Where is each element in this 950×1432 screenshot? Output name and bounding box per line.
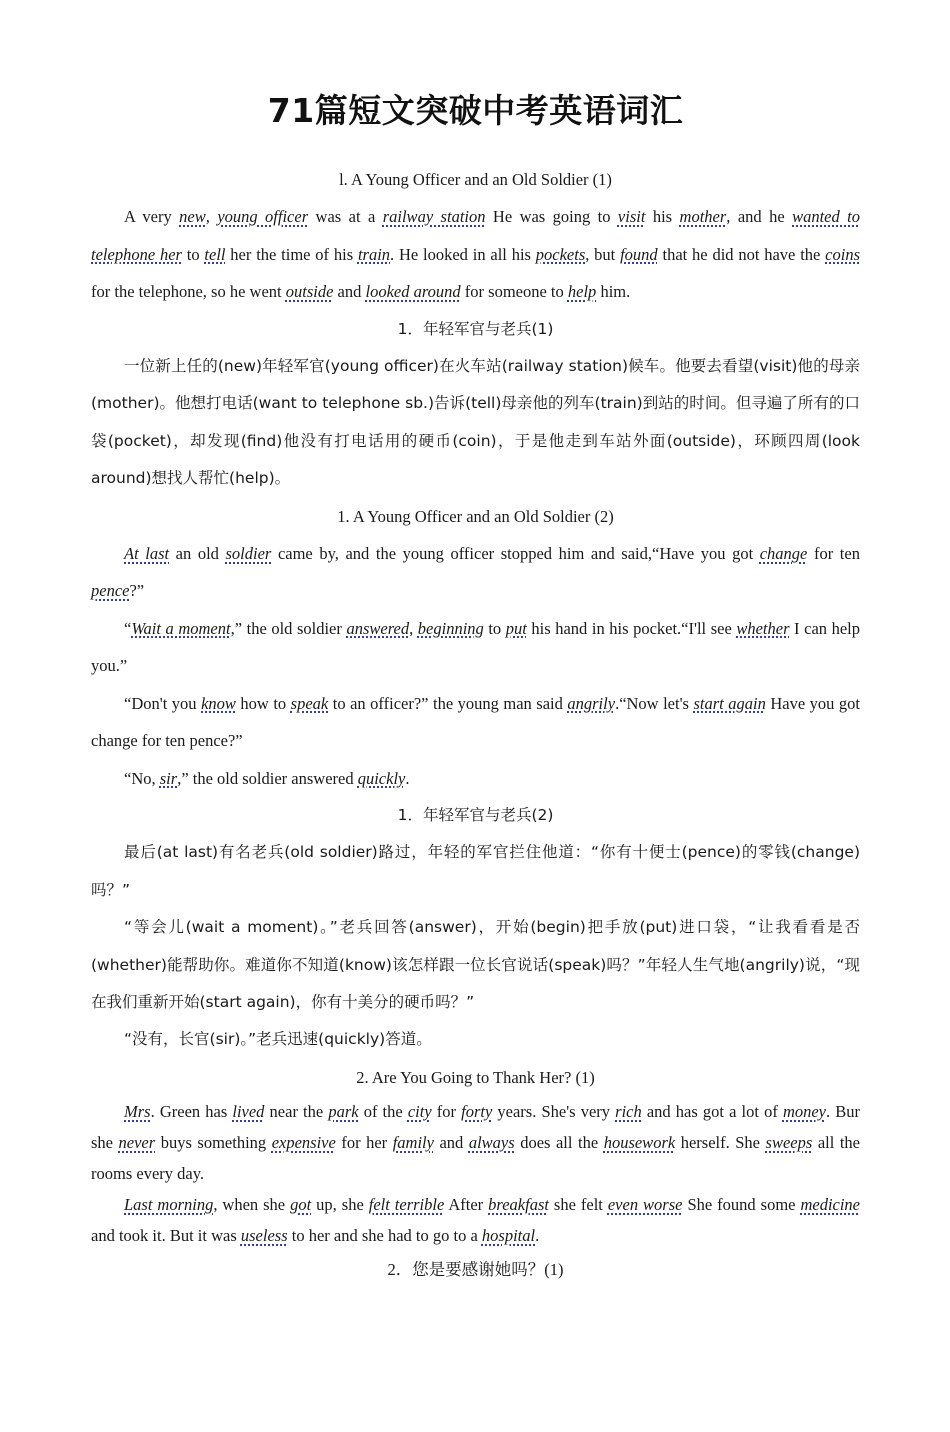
- text-run: how to: [235, 693, 291, 713]
- vocab-term: hospital: [481, 1226, 536, 1246]
- vocab-term: railway station: [382, 207, 486, 227]
- text-run: does all the: [514, 1133, 604, 1153]
- vocab-term: forty: [461, 1102, 493, 1122]
- vocab-term: felt terrible: [368, 1195, 445, 1215]
- vocab-term: angrily: [567, 693, 616, 713]
- text-run: ,” the old soldier: [230, 618, 347, 638]
- text-run: near the: [264, 1102, 329, 1122]
- text-run: ,: [205, 207, 218, 227]
- text-run: and: [333, 282, 366, 302]
- section: [91, 161, 860, 311]
- vocab-term: pockets: [535, 244, 586, 264]
- vocab-term: outside: [285, 282, 334, 302]
- vocab-term: even worse: [607, 1195, 683, 1215]
- text-run: to: [483, 618, 506, 638]
- paragraph: [91, 198, 860, 310]
- paragraph: [91, 685, 860, 760]
- vocab-term: lived: [232, 1102, 265, 1122]
- paragraph: [91, 760, 860, 797]
- vocab-term: Wait a moment: [131, 618, 231, 638]
- text-run: his: [645, 207, 680, 227]
- vocab-term: looked around: [365, 282, 461, 302]
- vocab-term: found: [620, 244, 658, 264]
- section: [91, 498, 860, 797]
- vocab-term: beginning: [417, 618, 484, 638]
- text-run: that he did not have the: [657, 244, 826, 264]
- vocab-term: know: [201, 693, 236, 713]
- text-run: .: [535, 1226, 540, 1246]
- vocab-term: city: [407, 1102, 432, 1122]
- vocab-term: breakfast: [488, 1195, 549, 1215]
- vocab-term: family: [392, 1133, 434, 1153]
- text-run: .: [405, 768, 410, 788]
- vocab-term: young officer: [217, 207, 309, 227]
- paragraph: [91, 348, 860, 498]
- text-run: for ten: [807, 544, 860, 564]
- text-run: , and he: [726, 207, 793, 227]
- text-run: . He looked in all his: [390, 244, 536, 264]
- text-run: and has got a lot of: [641, 1102, 783, 1122]
- text-run: “: [124, 618, 132, 638]
- vocab-term: coins: [825, 244, 861, 264]
- text-run: her the time of his: [225, 244, 358, 264]
- text-run: herself. She: [675, 1133, 766, 1153]
- vocab-term: never: [118, 1133, 156, 1153]
- vocab-term: mother: [679, 207, 727, 227]
- text-run: him.: [596, 282, 631, 302]
- section: [91, 311, 860, 498]
- vocab-term: expensive: [271, 1133, 336, 1153]
- paragraph: [91, 909, 860, 1021]
- vocab-term: wanted to telephone her: [91, 207, 860, 264]
- vocab-term: quickly: [357, 768, 406, 788]
- section: [91, 797, 860, 1059]
- text-run: I can help you.”: [91, 618, 860, 676]
- paragraph: [91, 1096, 860, 1189]
- paragraph: [91, 1189, 860, 1251]
- vocab-term: visit: [617, 207, 646, 227]
- vocab-term: park: [328, 1102, 359, 1122]
- text-run: 一位新上任的(new)年轻军官(young officer)在火车站(railway station)候车。他要去看望(visit)他的母亲(mother)。他想打电话(want to telephone sb.)告诉(tell)母亲他的列车(train)到站的时间。但寻遍了所有的口袋(pocket)，却发现(find)他没有打电话用的硬币(coin)，于是他走到车站外面(outside)，环顾四周(look around)想找人帮忙(help)。: [91, 357, 860, 488]
- text-run: and took it. But it was: [91, 1226, 241, 1246]
- vocab-term: tell: [204, 244, 226, 264]
- section-heading: 1. A Young Officer and an Old Soldier (2): [337, 506, 614, 526]
- vocab-term: Mrs: [124, 1102, 151, 1122]
- text-run: . Bur she: [91, 1102, 861, 1153]
- text-run: up, she: [311, 1195, 369, 1215]
- text-run: for someone to: [460, 282, 568, 302]
- vocab-term: sir: [159, 768, 178, 788]
- text-run: A very: [124, 207, 180, 227]
- text-run: she felt: [548, 1195, 608, 1215]
- vocab-term: useless: [240, 1226, 288, 1246]
- text-run: all the rooms every day.: [91, 1133, 860, 1184]
- text-run: “No,: [124, 768, 160, 788]
- text-run: Have you got change for ten pence?”: [91, 693, 860, 751]
- text-run: years. She's very: [492, 1102, 616, 1122]
- vocab-term: money: [782, 1102, 827, 1122]
- text-run: for her: [335, 1133, 393, 1153]
- paragraph: [91, 834, 860, 909]
- text-run: She found some: [682, 1195, 801, 1215]
- document-page: [0, 88, 950, 1432]
- vocab-term: put: [505, 618, 527, 638]
- text-run: came by, and the young officer stopped him and said,“Have you got: [271, 544, 760, 564]
- text-run: .“Now let's: [615, 693, 694, 713]
- text-run: for the telephone, so he went: [91, 282, 286, 302]
- text-run: ?”: [129, 581, 145, 601]
- vocab-term: whether: [736, 618, 790, 638]
- paragraph: [91, 535, 860, 610]
- text-run: was at a: [308, 207, 383, 227]
- vocab-term: help: [567, 282, 597, 302]
- section: [91, 1059, 860, 1251]
- text-run: to her and she had to go to a: [287, 1226, 482, 1246]
- text-run: . Green has: [150, 1102, 233, 1122]
- text-run: , when she: [213, 1195, 291, 1215]
- vocab-term: always: [468, 1133, 515, 1153]
- text-run: After: [444, 1195, 489, 1215]
- paragraph: [91, 1021, 860, 1058]
- vocab-term: train: [357, 244, 391, 264]
- vocab-term: change: [759, 544, 808, 564]
- text-run: ,” the old soldier answered: [177, 768, 358, 788]
- vocab-term: medicine: [800, 1195, 861, 1215]
- text-run: for: [431, 1102, 462, 1122]
- text-run: to: [181, 244, 205, 264]
- text-run: buys something: [155, 1133, 272, 1153]
- text-run: “Don't you: [124, 693, 202, 713]
- section: [91, 1251, 860, 1288]
- vocab-term: At last: [124, 544, 170, 564]
- section-heading: l. A Young Officer and an Old Soldier (1): [339, 170, 612, 189]
- vocab-term: pence: [91, 581, 130, 601]
- text-run: and: [433, 1133, 469, 1153]
- vocab-term: answered: [346, 618, 410, 638]
- vocab-term: soldier: [225, 544, 272, 564]
- text-run: “没有，长官(sir)。”老兵迅速(quickly)答道。: [124, 1030, 432, 1049]
- text-run: an old: [169, 544, 226, 564]
- text-run: ,: [409, 618, 418, 638]
- text-run: of the: [358, 1102, 408, 1122]
- text-run: He was going to: [485, 207, 618, 227]
- text-run: his hand in his pocket.“I'll see: [526, 618, 737, 638]
- vocab-term: rich: [615, 1102, 642, 1122]
- vocab-term: speak: [290, 693, 329, 713]
- vocab-term: got: [290, 1195, 312, 1215]
- section-heading: 2. Are You Going to Thank Her? (1): [356, 1067, 595, 1087]
- document-body: [91, 161, 860, 1289]
- section-heading: 1．年轻军官与老兵(1): [397, 319, 554, 338]
- vocab-term: housework: [603, 1133, 676, 1153]
- text-run: to an officer?” the young man said: [328, 693, 568, 713]
- section-heading: 1．年轻军官与老兵(2): [397, 805, 554, 824]
- text-run: 最后(at last)有名老兵(old soldier)路过，年轻的军官拦住他道：“你有十便士(pence)的零钱(change)吗？”: [91, 843, 860, 899]
- vocab-term: Last morning: [124, 1195, 214, 1215]
- paragraph: [91, 610, 860, 685]
- text-run: , but: [585, 244, 621, 264]
- section-heading: 2．您是要感谢她吗？(1): [387, 1260, 564, 1280]
- document-title: 71篇短文突破中考英语词汇: [267, 91, 684, 130]
- text-run: “等会儿(wait a moment)。”老兵回答(answer)，开始(begin)把手放(put)进口袋，“让我看看是否(whether)能帮助你。难道你不知道(know)该怎样跟一位长官说话(speak)吗？”年轻人生气地(angrily)说，“现在我们重新开始(start again)，你有十美分的硬币吗？”: [91, 918, 860, 1011]
- vocab-term: new: [179, 207, 206, 227]
- vocab-term: start again: [693, 693, 766, 713]
- vocab-term: sweeps: [765, 1133, 813, 1153]
